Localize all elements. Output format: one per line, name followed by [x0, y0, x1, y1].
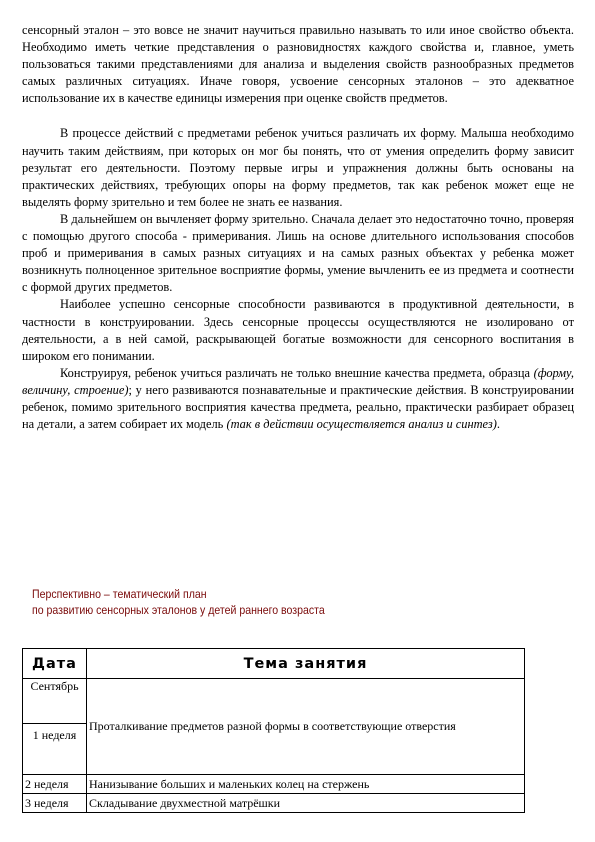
plan-table: [22, 648, 525, 813]
paragraph-5-end: .: [496, 417, 500, 432]
week-label: 1 неделя: [32, 728, 77, 742]
column-header-date: Дата: [23, 649, 87, 679]
week-label: 3 неделя: [23, 794, 87, 813]
paragraph-1: сенсорный эталон – это вовсе не значит научиться правильно называть то или иное свойство объекта. Необходимо иметь четкие представления о разновидностях каждого свойства и, главное, уметь пользоваться такими представлениями для анализа и выделения свойств разнообразных предметов самых различных ситуациях. Иначе говоря, усвоение сенсорных эталонов – это адекватное использование их в качестве единицы измерения при оценке свойств предметов.: [22, 23, 574, 106]
table-row: [23, 794, 525, 813]
plan-heading: [32, 586, 325, 618]
paragraph-3: В дальнейшем он вычленяет форму зрительно. Сначала делает это недостаточно точно, проверяя с помощью другого способа - примеривания. Лишь на основе длительного использования способов проб и примеривания в самых разных ситуациях и на самых разных объектах у ребенка может возникнуть полноценное зрительное восприятие формы, умение вычленить ее из предмета и соотнести с формой других предметов.: [22, 211, 574, 295]
table-row: [23, 775, 525, 794]
plan-heading-line-1: Перспективно – тематический план: [32, 587, 207, 601]
topic-cell: Нанизывание больших и маленьких колец на стержень: [87, 775, 525, 794]
paragraph-4: Наиболее успешно сенсорные способности развиваются в продуктивной деятельности, в частности в конструировании. Здесь сенсорные процессы осуществляются не изолировано от деятельности, а в ней самой, раскрывающей богатые возможности для сенсорного воспитания в широком его понимании.: [22, 297, 574, 363]
paragraph-5: [22, 365, 574, 433]
topic-cell: Проталкивание предметов разной формы в соответствующие отверстия: [87, 679, 525, 775]
column-header-topic: Тема занятия: [87, 649, 525, 679]
date-cell: [23, 679, 87, 775]
paragraph-5-italic-2: (так в действии осуществляется анализ и синтез): [226, 417, 497, 432]
article-body: [22, 22, 574, 433]
paragraph-2: В процессе действий с предметами ребенок учиться различать их форму. Малыша необходимо научить таким действиям, при которых он мог бы понять, что от умения определить форму зависит результат его деятельности. Поэтому первые игры и упражнения должны быть основаны на практических действиях, требующих опоры на форму предметов, так как ребенок может еще не выделять форму зрительно и тем более не знать ее названия.: [22, 126, 574, 209]
table-header-row: [23, 649, 525, 679]
paragraph-5-italic-1: (форму, величину, строение): [22, 365, 574, 397]
month-label: Сентябрь: [23, 679, 86, 724]
plan-heading-line-2: по развитию сенсорных эталонов у детей раннего возраста: [32, 603, 325, 617]
paragraph-5-mid: ; у него развиваются познавательные и практические действия. В конструировании ребенок, помимо зрительного восприятия качества предмета, реально, практически разбирает образец на детали, а затем собирает их модель: [22, 382, 574, 432]
week-label: 2 неделя: [23, 775, 87, 794]
paragraph-5-start: Конструируя, ребенок учиться различать не только внешние качества предмета, образца: [60, 365, 530, 380]
topic-cell: Складывание двухместной матрёшки: [87, 794, 525, 813]
table-row: [23, 679, 525, 775]
